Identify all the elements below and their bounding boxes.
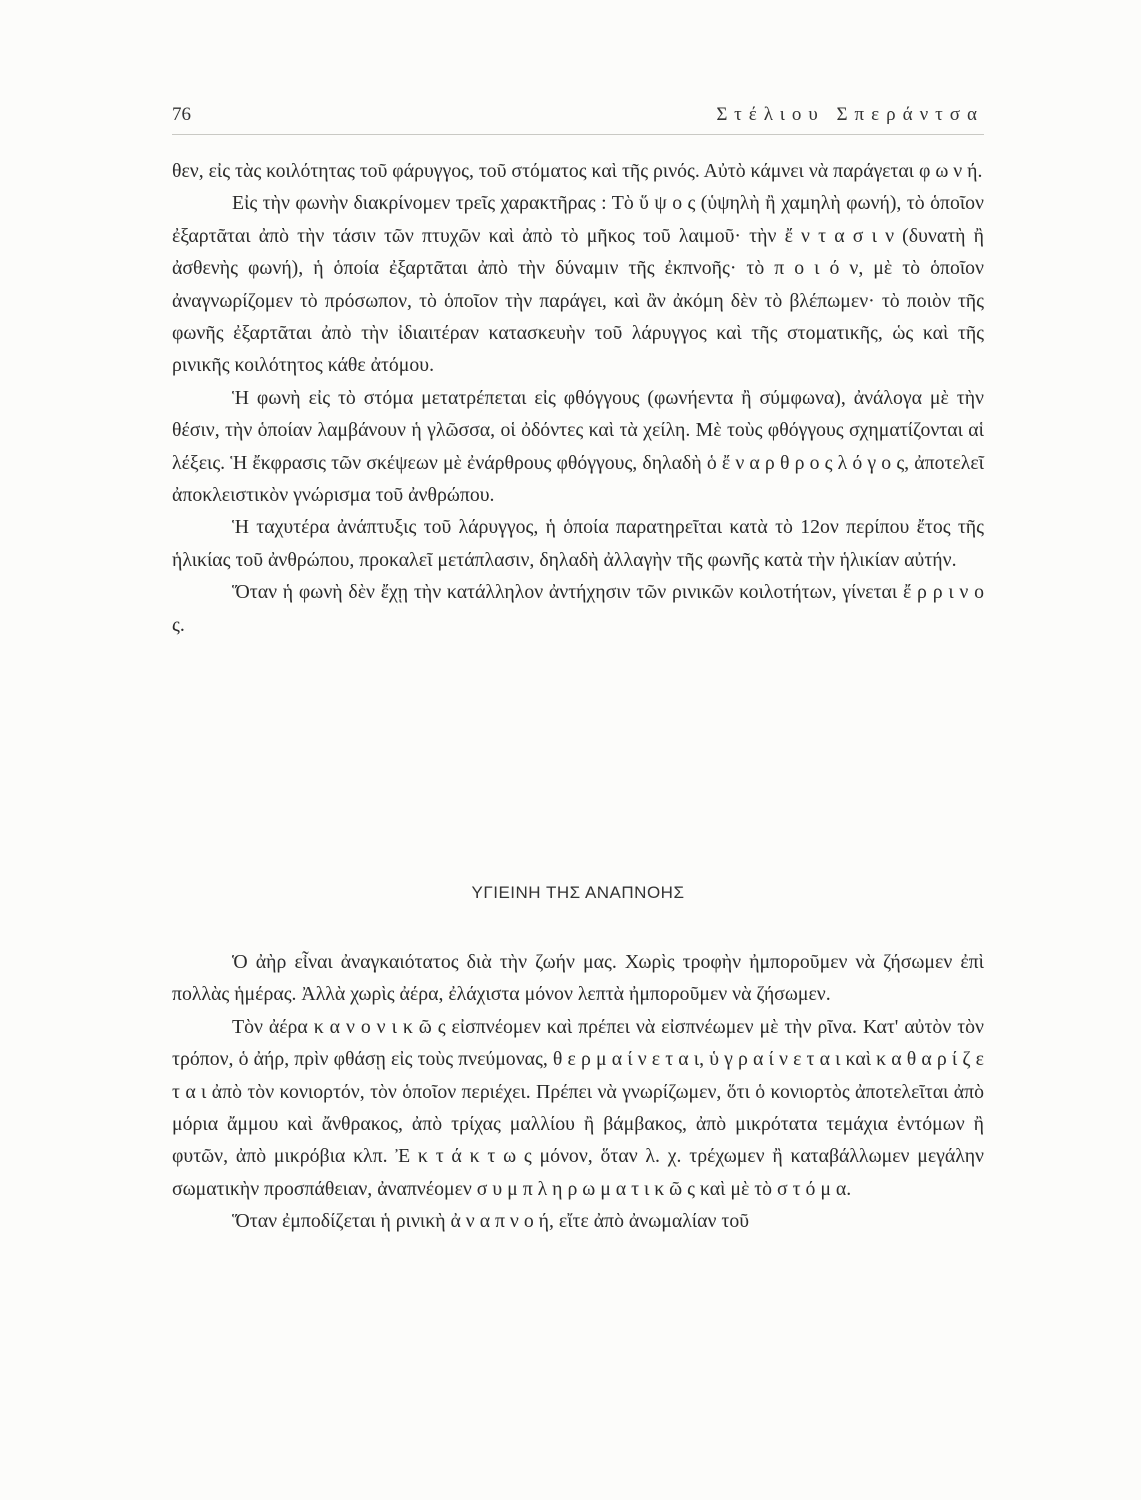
body-text-section-2: [172, 946, 984, 1238]
paragraph: Εἰς τὴν φωνὴν διακρίνομεν τρεῖς χαρακτῆρας : Τὸ ὕ ψ ο ς (ὑψηλὴ ἢ χαμηλὴ φωνή), τὸ ὁποῖον ἐξαρτᾶται ἀπὸ τὴν τάσιν τῶν πτυχῶν καὶ ἀπὸ τὸ μῆκος τοῦ λαιμοῦ· τὴν ἔ ν τ α σ ι ν (δυνατὴ ἢ ἀσθενὴς φωνή), ἡ ὁποία ἐξαρτᾶται ἀπὸ τὴν δύναμιν τῆς ἐκπνοῆς· τὸ π ο ι ό ν, μὲ τὸ ὁποῖον ἀναγνωρίζομεν τὸ πρόσωπον, τὸ ὁποῖον τὴν παράγει, καὶ ἂν ἀκόμη δὲν τὸ βλέπωμεν· τὸ ποιὸν τῆς φωνῆς ἐξαρτᾶται ἀπὸ τὴν ἰδιαιτέραν κατασκευὴν τοῦ λάρυγγος καὶ τῆς στοματικῆς, ὡς καὶ τῆς ρινικῆς κοιλότητος κάθε ἀτόμου.: [172, 192, 984, 377]
paragraph: Τὸν ἀέρα κ α ν ο ν ι κ ῶ ς εἰσπνέομεν καὶ πρέπει νὰ εἰσπνέωμεν μὲ τὴν ρῖνα. Κατ' αὐτὸν τὸν τρόπον, ὁ ἀήρ, πρὶν φθάσῃ εἰς τοὺς πνεύμονας, θ ε ρ μ α ί ν ε τ α ι, ὑ γ ρ α ί ν ε τ α ι καὶ κ α θ α ρ ί ζ ε τ α ι ἀπὸ τὸν κονιορτόν, τὸν ὁποῖον περιέχει. Πρέπει νὰ γνωρίζωμεν, ὅτι ὁ κονιορτὸς ἀποτελεῖται ἀπὸ μόρια ἄμμου καὶ ἄνθρακος, ἀπὸ τρίχας μαλλίου ἢ βάμβακος, ἀπὸ μικρότατα τεμάχια ἐντόμων ἢ φυτῶν, ἀπὸ μικρόβια κλπ. Ἐ κ τ ά κ τ ω ς μόνον, ὅταν λ. χ. τρέχωμεν ἢ καταβάλλωμεν μεγάλην σωματικὴν προσπάθειαν, ἀναπνέομεν σ υ μ π λ η ρ ω μ α τ ι κ ῶ ς καὶ μὲ τὸ σ τ ό μ α.: [172, 1015, 984, 1200]
page-number: 76: [172, 104, 191, 125]
paragraph: Ὅταν ἐμποδίζεται ἡ ρινικὴ ἀ ν α π ν ο ή, εἴτε ἀπὸ ἀνωμαλίαν τοῦ: [232, 1210, 750, 1233]
paragraph: Ὁ ἀὴρ εἶναι ἀναγκαιότατος διὰ τὴν ζωήν μας. Χωρὶς τροφὴν ἠμποροῦμεν νὰ ζήσωμεν ἐπὶ πολλὰς ἡμέρας. Ἀλλὰ χωρὶς ἀέρα, ἐλάχιστα μόνον λεπτὰ ἠμποροῦμεν νὰ ζήσωμεν.: [172, 951, 984, 1006]
running-head: Στέλιου Σπεράντσα: [716, 104, 984, 125]
paragraph: Ἡ φωνὴ εἰς τὸ στόμα μετατρέπεται εἰς φθόγγους (φωνήεντα ἢ σύμφωνα), ἀνάλογα μὲ τὴν θέσιν, τὴν ὁποίαν λαμβάνουν ἡ γλῶσσα, οἱ ὀδόντες καὶ τὰ χείλη. Μὲ τοὺς φθόγγους σχηματίζονται αἱ λέξεις. Ἡ ἔκφρασις τῶν σκέψεων μὲ ἐνάρθρους φθόγγους, δηλαδὴ ὁ ἔ ν α ρ θ ρ ο ς λ ό γ ο ς, ἀποτελεῖ ἀποκλειστικὸν γνώρισμα τοῦ ἀνθρώπου.: [172, 386, 984, 507]
body-text-section-1: [172, 155, 984, 641]
paragraph: Ἡ ταχυτέρα ἀνάπτυξις τοῦ λάρυγγος, ἡ ὁποία παρατηρεῖται κατὰ τὸ 12ον περίπου ἔτος τῆς ἡλικίας τοῦ ἀνθρώπου, προκαλεῖ μετάπλασιν, δηλαδὴ ἀλλαγὴν τῆς φωνῆς κατὰ τὴν ἡλικίαν αὐτήν.: [172, 516, 984, 571]
page-header: [172, 100, 984, 135]
section-heading: ΥΓΙΕΙΝΗ ΤΗΣ ΑΝΑΠΝΟΗΣ: [471, 883, 685, 902]
paragraph: θεν, εἰς τὰς κοιλότητας τοῦ φάρυγγος, τοῦ στόματος καὶ τῆς ρινός. Αὐτὸ κάμνει νὰ παράγεται φ ω ν ή.: [172, 160, 983, 182]
paragraph: Ὅταν ἡ φωνὴ δὲν ἔχῃ τὴν κατάλληλον ἀντήχησιν τῶν ρινικῶν κοιλοτήτων, γίνεται ἔ ρ ρ ι ν ο ς.: [172, 581, 984, 636]
